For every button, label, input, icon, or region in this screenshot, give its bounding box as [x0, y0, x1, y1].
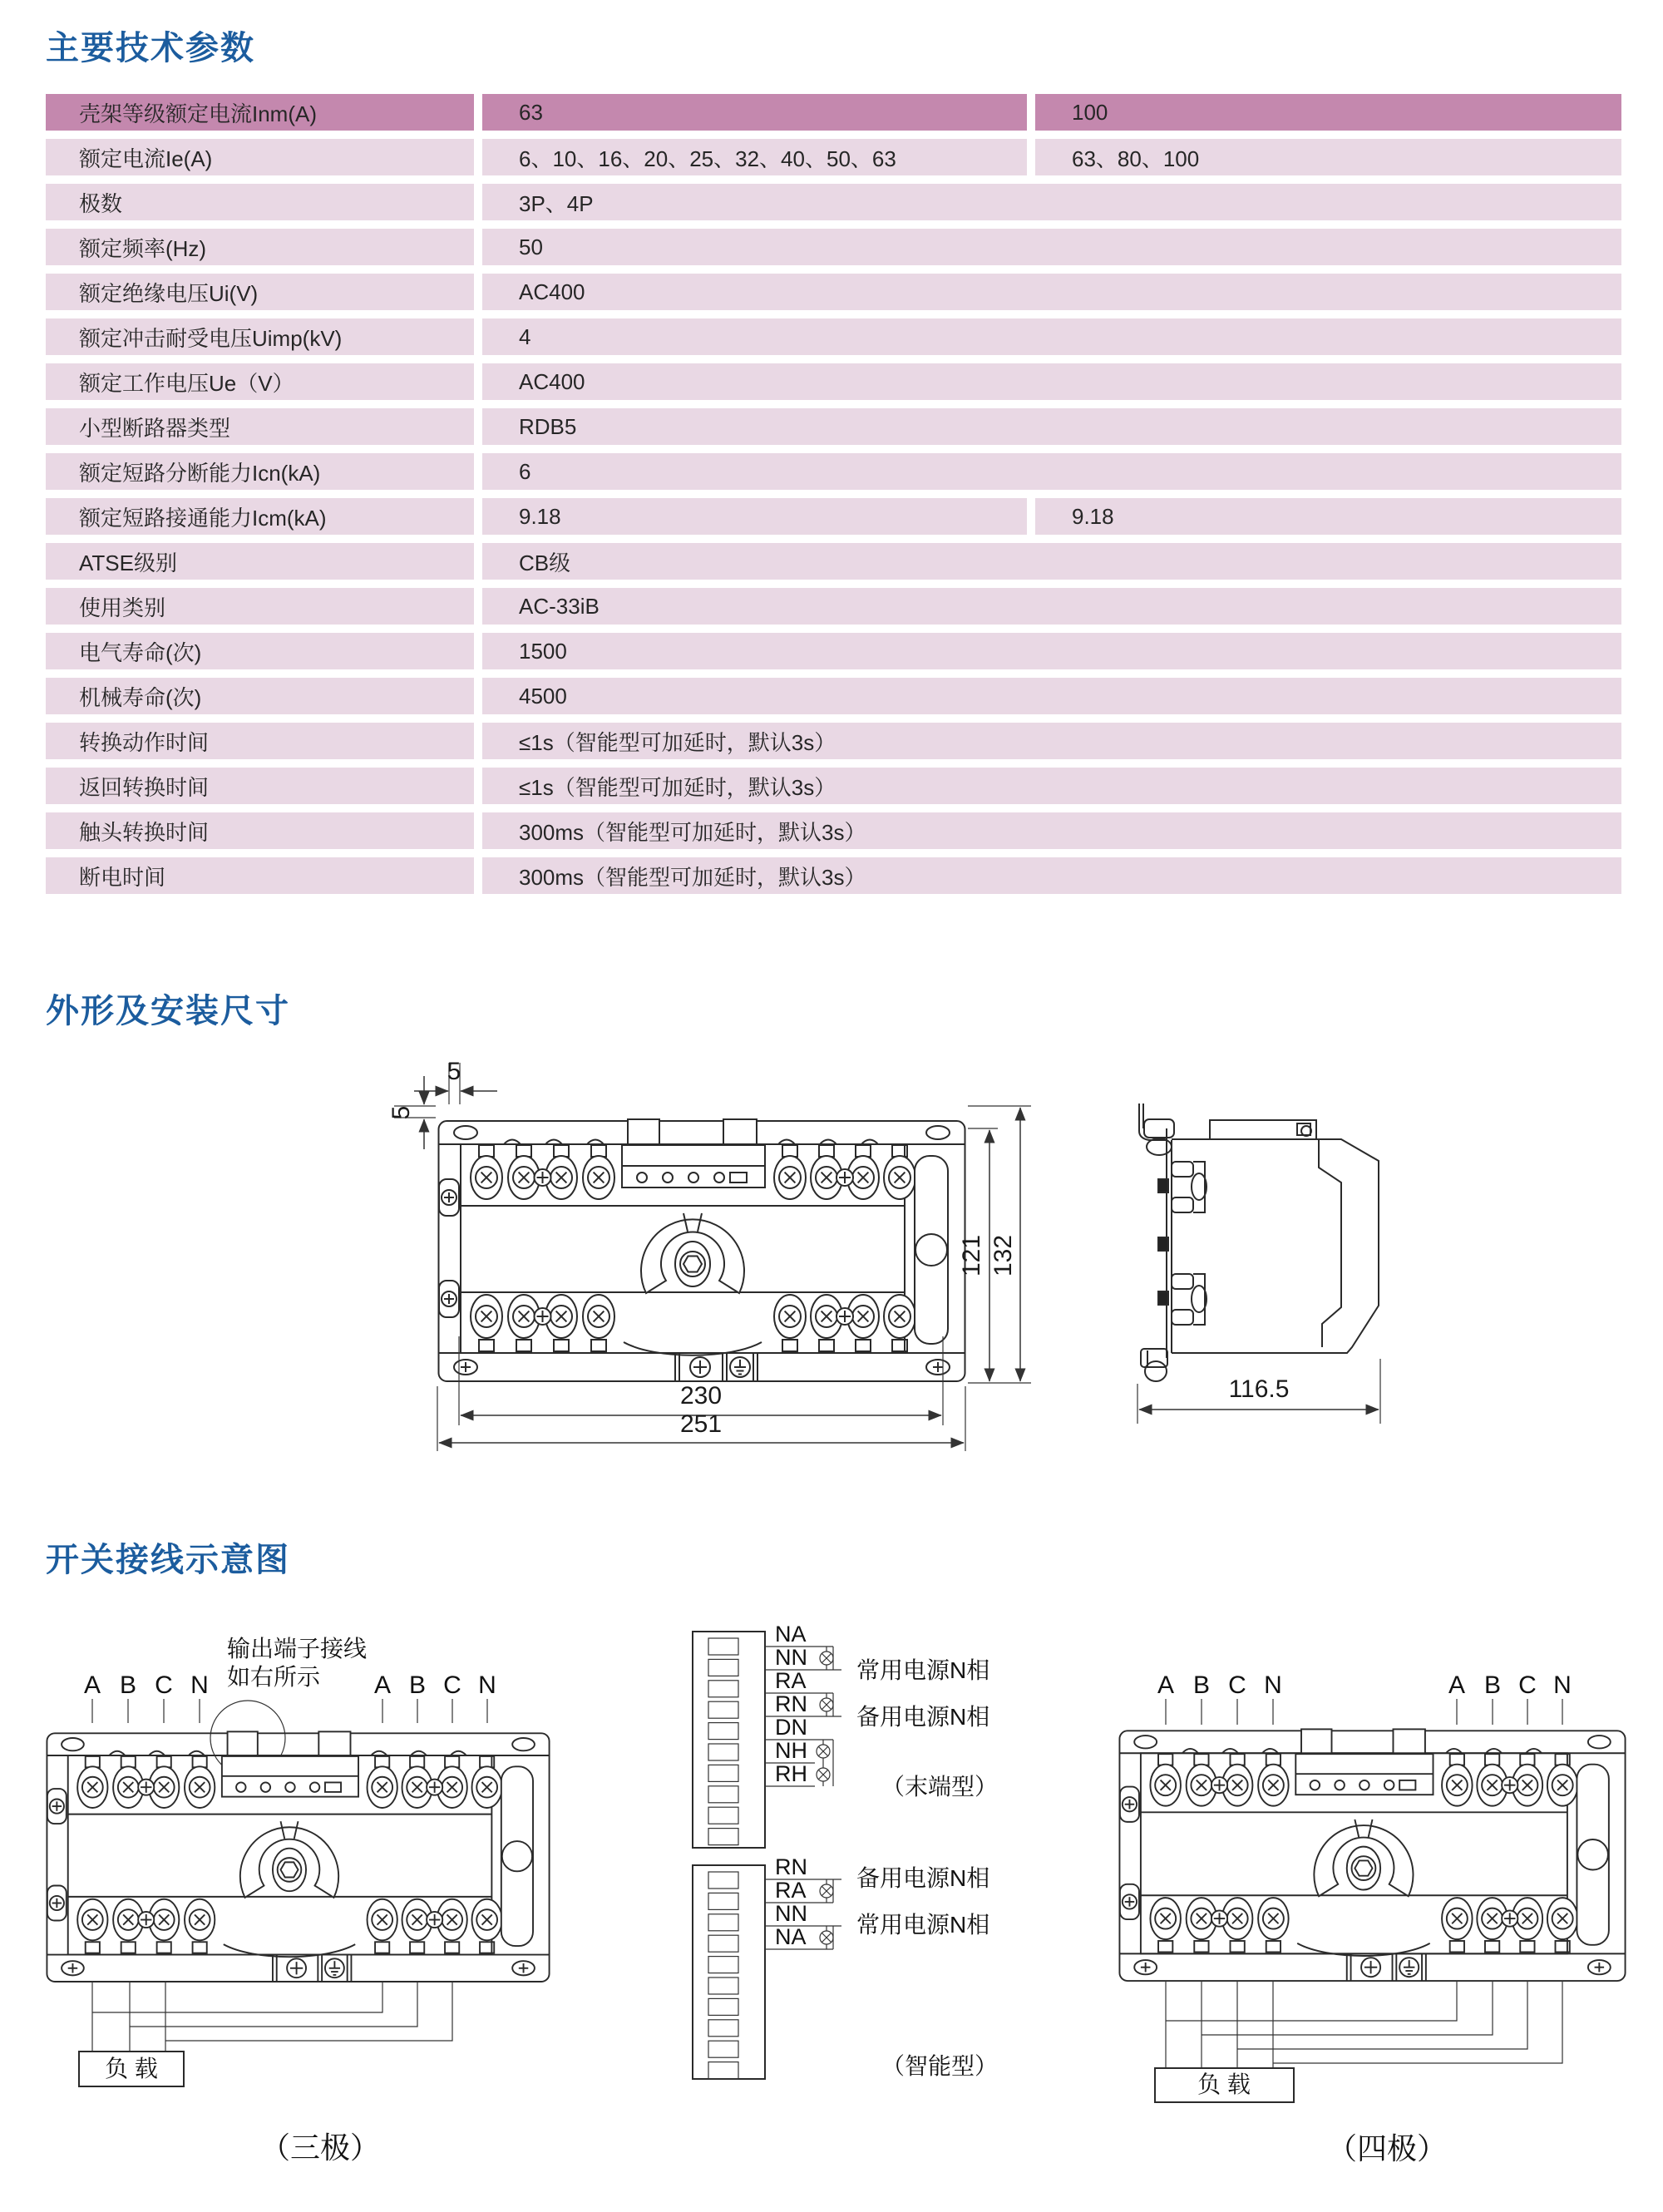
row-label: 转换动作时间 [46, 723, 474, 759]
dim-side-116-5: 116.5 [1228, 1375, 1290, 1403]
terminal-label: NN [775, 1901, 807, 1926]
terminal-label: RN [775, 1691, 807, 1716]
phase-label-b: B [1483, 1671, 1502, 1699]
row-value: CB级 [482, 543, 1621, 580]
row-label: 机械寿命(次) [46, 678, 474, 714]
table-row [46, 588, 1621, 625]
callout-text-line1: 输出端子接线 [227, 1636, 368, 1661]
load-wires [92, 1982, 452, 2052]
row-label: 额定电流Ie(A) [46, 139, 474, 175]
terminal-strip-labels [775, 1622, 998, 2079]
phase-lead-lines [1166, 1699, 1562, 1725]
table-row [46, 812, 1621, 849]
table-row [46, 139, 1621, 175]
row-value: 100 [1035, 94, 1621, 131]
phase-label-n: N [1264, 1671, 1282, 1699]
table-row [46, 184, 1621, 220]
terminal-label: RH [775, 1761, 807, 1786]
phase-label-b: B [119, 1671, 137, 1699]
phase-label-c: C [1228, 1671, 1246, 1699]
dim-right-121: 121 [958, 1234, 985, 1277]
side-view-dimension-drawing [1106, 1058, 1405, 1451]
dim-right-132: 132 [989, 1234, 1017, 1277]
phase-label-c: C [443, 1671, 461, 1699]
load-wires [1166, 1981, 1562, 2068]
row-value: 63、80、100 [1035, 139, 1621, 175]
end-type-caption: （末端型） [881, 1774, 999, 1800]
row-value: 300ms（智能型可加延时，默认3s） [482, 857, 1621, 894]
phase-lead-lines [92, 1699, 487, 1723]
table-row [46, 633, 1621, 669]
row-label: 额定工作电压Ue（V） [46, 363, 474, 400]
section-title-params: 主要技术参数 [46, 30, 255, 67]
row-value: 6、10、16、20、25、32、40、50、63 [482, 139, 1027, 175]
terminal-label: RN [775, 1854, 807, 1879]
smart-type-caption: （智能型） [881, 2053, 999, 2079]
load-label: 负 载 [1197, 2071, 1251, 2097]
ats-device-front-drawing [439, 1119, 966, 1381]
terminal-label: NH [775, 1738, 807, 1763]
phase-labels-source2 [1448, 1671, 1572, 1699]
table-row [46, 363, 1621, 400]
wiring-diagram-four-pole [1106, 1613, 1663, 2212]
dim-bottom-230: 230 [679, 1382, 723, 1410]
phase-label-n: N [478, 1671, 496, 1699]
phase-label-a: A [83, 1671, 101, 1699]
phase-label-c: C [155, 1671, 173, 1699]
row-label: 返回转换时间 [46, 768, 474, 804]
dim-left-5: 5 [387, 1105, 415, 1120]
row-value: 63 [482, 94, 1027, 131]
phase-label-n: N [1553, 1671, 1572, 1699]
row-value: AC-33iB [482, 588, 1621, 625]
row-label: ATSE级别 [46, 543, 474, 580]
params-table [46, 94, 1621, 902]
row-value: ≤1s（智能型可加延时，默认3s） [482, 723, 1621, 759]
row-value: AC400 [482, 363, 1621, 400]
row-value: 4500 [482, 678, 1621, 714]
row-value: 4 [482, 318, 1621, 355]
row-label: 小型断路器类型 [46, 408, 474, 445]
section-title-dimensions: 外形及安装尺寸 [46, 993, 290, 1029]
table-row [46, 723, 1621, 759]
terminal-strip-end-type [693, 1632, 841, 1848]
row-label: 电气寿命(次) [46, 633, 474, 669]
table-row [46, 857, 1621, 894]
table-row [46, 274, 1621, 310]
table-row [46, 678, 1621, 714]
dim-bottom-251: 251 [679, 1410, 723, 1438]
terminal-label: RA [775, 1668, 807, 1693]
phase-label-c: C [1518, 1671, 1537, 1699]
row-label: 额定短路分断能力Icn(kA) [46, 453, 474, 490]
terminal-strip-smart-type [693, 1865, 841, 2079]
phase-labels-source1 [84, 1671, 209, 1699]
row-label: 额定冲击耐受电压Uimp(kV) [46, 318, 474, 355]
row-label: 额定绝缘电压Ui(V) [46, 274, 474, 310]
row-label: 使用类别 [46, 588, 474, 625]
terminal-label: DN [775, 1715, 807, 1740]
four-pole-caption: （四极） [1326, 2131, 1448, 2165]
table-row [46, 498, 1621, 535]
row-value: AC400 [482, 274, 1621, 310]
annotation-normal-supply: 常用电源N相 [856, 1657, 990, 1683]
terminal-label: NN [775, 1645, 807, 1670]
callout-text-line2: 如右所示 [227, 1664, 321, 1690]
phase-label-a: A [1157, 1671, 1175, 1699]
row-value: ≤1s（智能型可加延时，默认3s） [482, 768, 1621, 804]
phase-labels-source2 [374, 1671, 496, 1699]
row-label: 断电时间 [46, 857, 474, 894]
table-row [46, 543, 1621, 580]
load-label: 负 载 [105, 2056, 158, 2081]
phase-labels-source1 [1157, 1671, 1282, 1699]
table-row [46, 408, 1621, 445]
row-label: 额定频率(Hz) [46, 229, 474, 265]
ats-device-four-pole-drawing [1119, 1729, 1626, 1981]
ats-device-three-pole-drawing [47, 1731, 550, 1982]
phase-label-a: A [1448, 1671, 1466, 1699]
annotation-backup-supply: 备用电源N相 [856, 1704, 990, 1730]
phase-label-b: B [408, 1671, 427, 1699]
row-value: 1500 [482, 633, 1621, 669]
row-value: RDB5 [482, 408, 1621, 445]
terminal-label: NA [775, 1924, 807, 1949]
table-row [46, 229, 1621, 265]
row-label: 额定短路接通能力Icm(kA) [46, 498, 474, 535]
terminal-label: NA [775, 1622, 807, 1647]
front-view-dimension-drawing [366, 1058, 1064, 1451]
table-row [46, 768, 1621, 804]
section-title-wiring: 开关接线示意图 [46, 1542, 290, 1578]
row-value: 9.18 [1035, 498, 1621, 535]
table-row [46, 318, 1621, 355]
three-pole-caption: （三极） [259, 2131, 381, 2165]
row-label: 壳架等级额定电流Inm(A) [46, 94, 474, 131]
table-row [46, 94, 1621, 131]
table-row [46, 453, 1621, 490]
row-value: 6 [482, 453, 1621, 490]
row-value: 50 [482, 229, 1621, 265]
annotation-normal-supply: 常用电源N相 [856, 1912, 990, 1938]
terminal-label: RA [775, 1878, 807, 1903]
dim-top-5: 5 [447, 1058, 461, 1085]
control-terminal-diagrams [615, 1580, 1106, 2129]
row-value: 300ms（智能型可加延时，默认3s） [482, 812, 1621, 849]
row-value: 9.18 [482, 498, 1027, 535]
wiring-diagram-three-pole [33, 1613, 615, 2212]
phase-label-n: N [190, 1671, 209, 1699]
phase-label-a: A [373, 1671, 392, 1699]
row-label: 极数 [46, 184, 474, 220]
row-label: 触头转换时间 [46, 812, 474, 849]
annotation-backup-supply: 备用电源N相 [856, 1865, 990, 1891]
row-value: 3P、4P [482, 184, 1621, 220]
phase-label-b: B [1192, 1671, 1211, 1699]
